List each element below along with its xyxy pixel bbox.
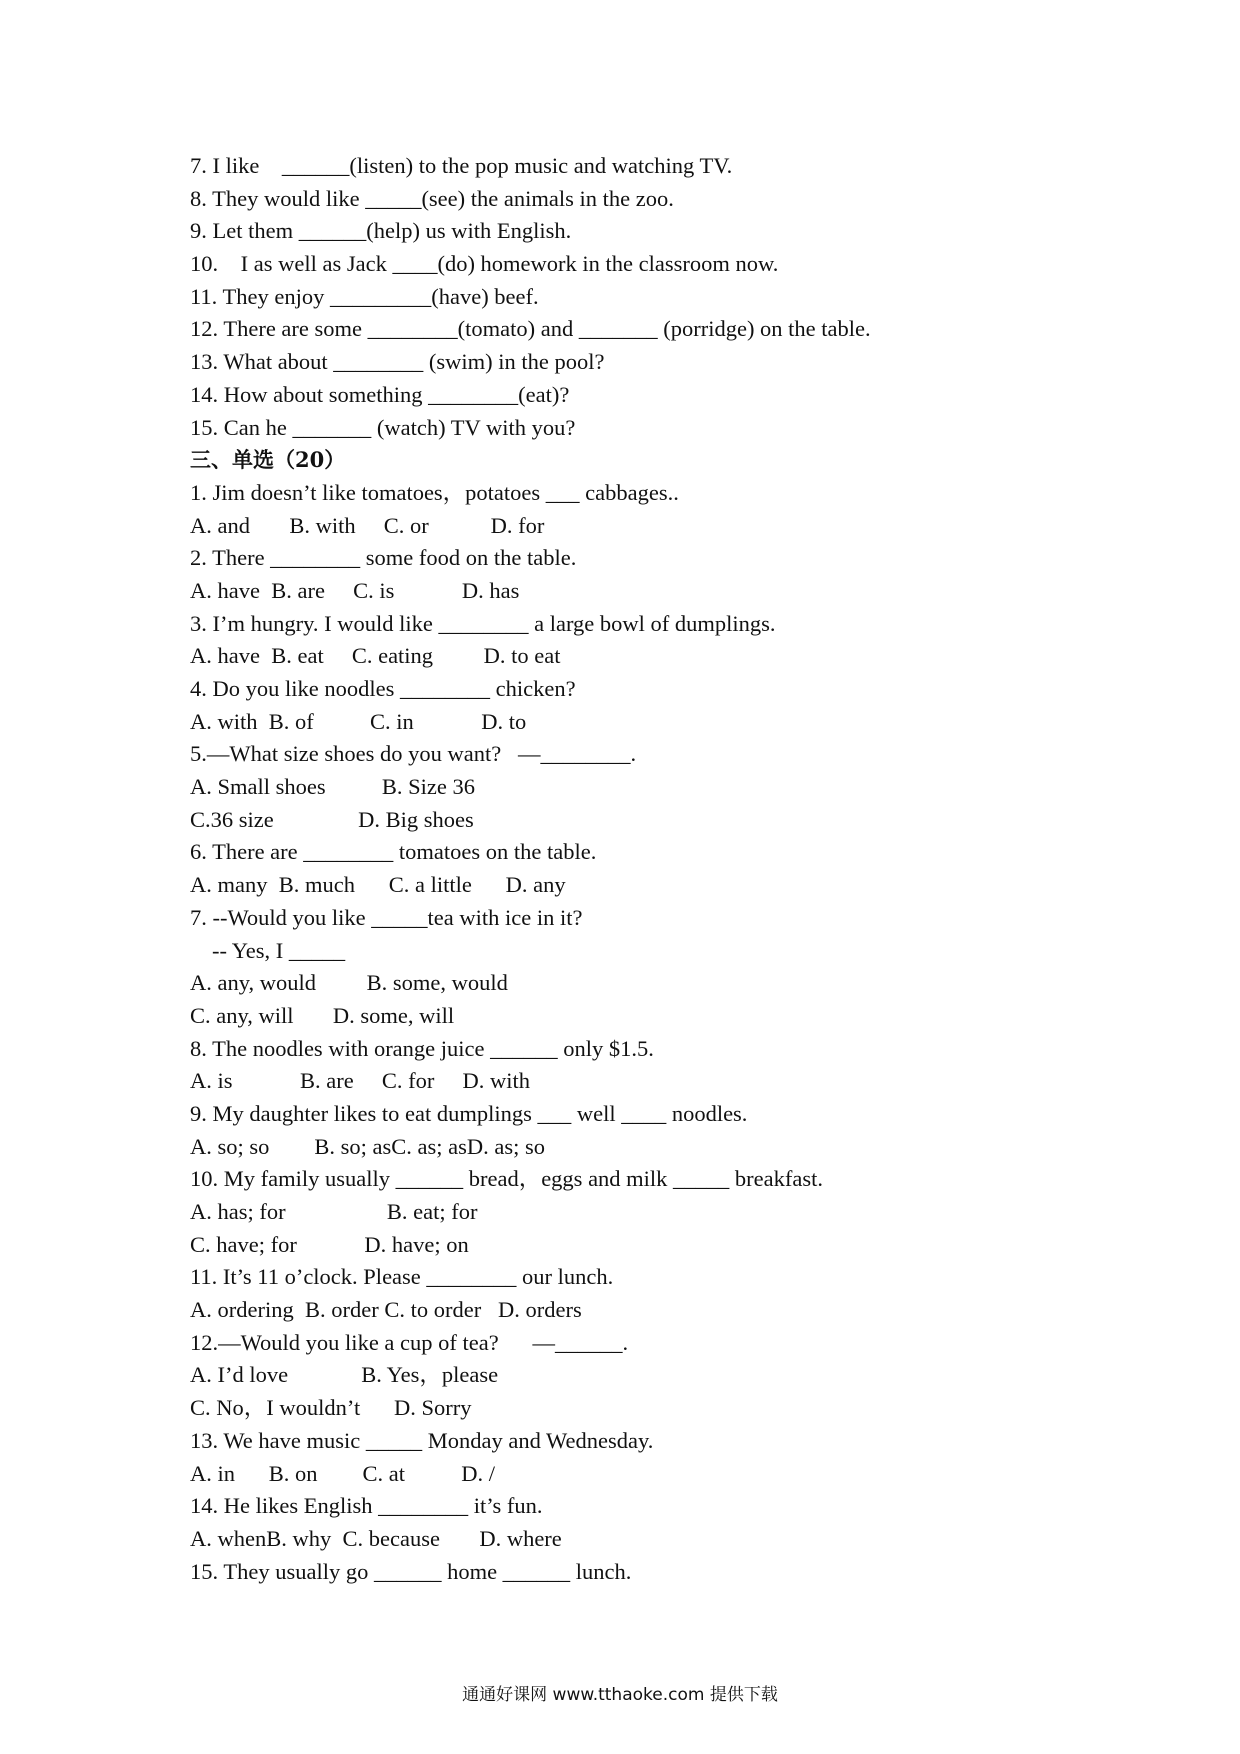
mc-line: A. I’d love B. Yes，please <box>190 1362 499 1388</box>
mc-line: C. have; for D. have; on <box>190 1231 469 1257</box>
mc-line: C.36 size D. Big shoes <box>190 806 474 832</box>
mc-line: A. and B. with C. or D. for <box>190 512 545 538</box>
mc-line: 12.—Would you like a cup of tea? —______. <box>190 1329 629 1355</box>
mc-line: A. so; so B. so; asC. as; asD. as; so <box>190 1133 546 1159</box>
question-line: 9. Let them ______(help) us with English. <box>190 218 572 244</box>
mc-line: 8. The noodles with orange juice ______ only $1.5. <box>190 1035 654 1061</box>
section-heading: 三、单选（20） <box>190 447 346 473</box>
mc-line: 13. We have music _____ Monday and Wednesday. <box>190 1427 654 1453</box>
mc-line: A. any, would B. some, would <box>190 970 508 996</box>
mc-line: C. any, will D. some, will <box>190 1002 455 1028</box>
mc-line: 11. It’s 11 o’clock. Please ________ our lunch. <box>190 1264 614 1290</box>
question-line: 11. They enjoy _________(have) beef. <box>190 283 539 309</box>
mc-line: 6. There are ________ tomatoes on the table. <box>190 839 597 865</box>
mc-line: A. ordering B. order C. to order D. orders <box>190 1297 582 1323</box>
mc-line: 7. --Would you like _____tea with ice in it? <box>190 904 583 930</box>
mc-line: C. No，I wouldn’t D. Sorry <box>190 1395 472 1421</box>
mc-line: A. whenB. why C. because D. where <box>190 1525 562 1551</box>
question-line: 14. How about something ________(eat)? <box>190 381 570 407</box>
page-footer: 通通好课网 www.tthaoke.com 提供下载 <box>462 1685 778 1705</box>
mc-line: -- Yes, I _____ <box>212 937 346 963</box>
mc-line: A. has; for B. eat; for <box>190 1199 478 1224</box>
mc-line: 14. He likes English ________ it’s fun. <box>190 1493 543 1519</box>
mc-line: A. in B. on C. at D. / <box>190 1460 496 1486</box>
mc-line: A. is B. are C. for D. with <box>190 1068 530 1094</box>
mc-line: 15. They usually go ______ home ______ lunch. <box>190 1558 632 1584</box>
question-line: 15. Can he _______ (watch) TV with you? <box>190 414 576 440</box>
question-line: 12. There are some ________(tomato) and _______ (porridge) on the table. <box>190 316 871 342</box>
question-line: 8. They would like _____(see) the animals in the zoo. <box>190 185 674 211</box>
mc-line: A. have B. are C. is D. has <box>190 577 520 603</box>
question-line: 13. What about ________ (swim) in the pool? <box>190 349 605 375</box>
mc-line: A. with B. of C. in D. to <box>190 708 527 734</box>
mc-line: 4. Do you like noodles ________ chicken? <box>190 676 576 701</box>
mc-line: 1. Jim doesn’t like tomatoes，potatoes ___ cabbages.. <box>190 479 679 505</box>
question-line: 10. I as well as Jack ____(do) homework in the classroom now. <box>190 251 779 277</box>
mc-line: 5.—What size shoes do you want? —________. <box>190 741 637 767</box>
worksheet-page <box>190 150 1090 1588</box>
multiple-choice-section <box>190 477 1090 1588</box>
mc-line: 10. My family usually ______ bread，eggs and milk _____ breakfast. <box>190 1166 824 1192</box>
mc-line: A. Small shoes B. Size 36 <box>190 774 475 800</box>
question-line: 7. I like ______(listen) to the pop music and watching TV. <box>190 153 733 178</box>
mc-line: 2. There ________ some food on the table. <box>190 545 577 571</box>
mc-line: 3. I’m hungry. I would like ________ a large bowl of dumplings. <box>190 610 776 636</box>
fill-in-section <box>190 150 1090 444</box>
mc-line: A. many B. much C. a little D. any <box>190 872 566 898</box>
mc-line: 9. My daughter likes to eat dumplings ___ well ____ noodles. <box>190 1100 748 1126</box>
mc-line: A. have B. eat C. eating D. to eat <box>190 643 561 669</box>
